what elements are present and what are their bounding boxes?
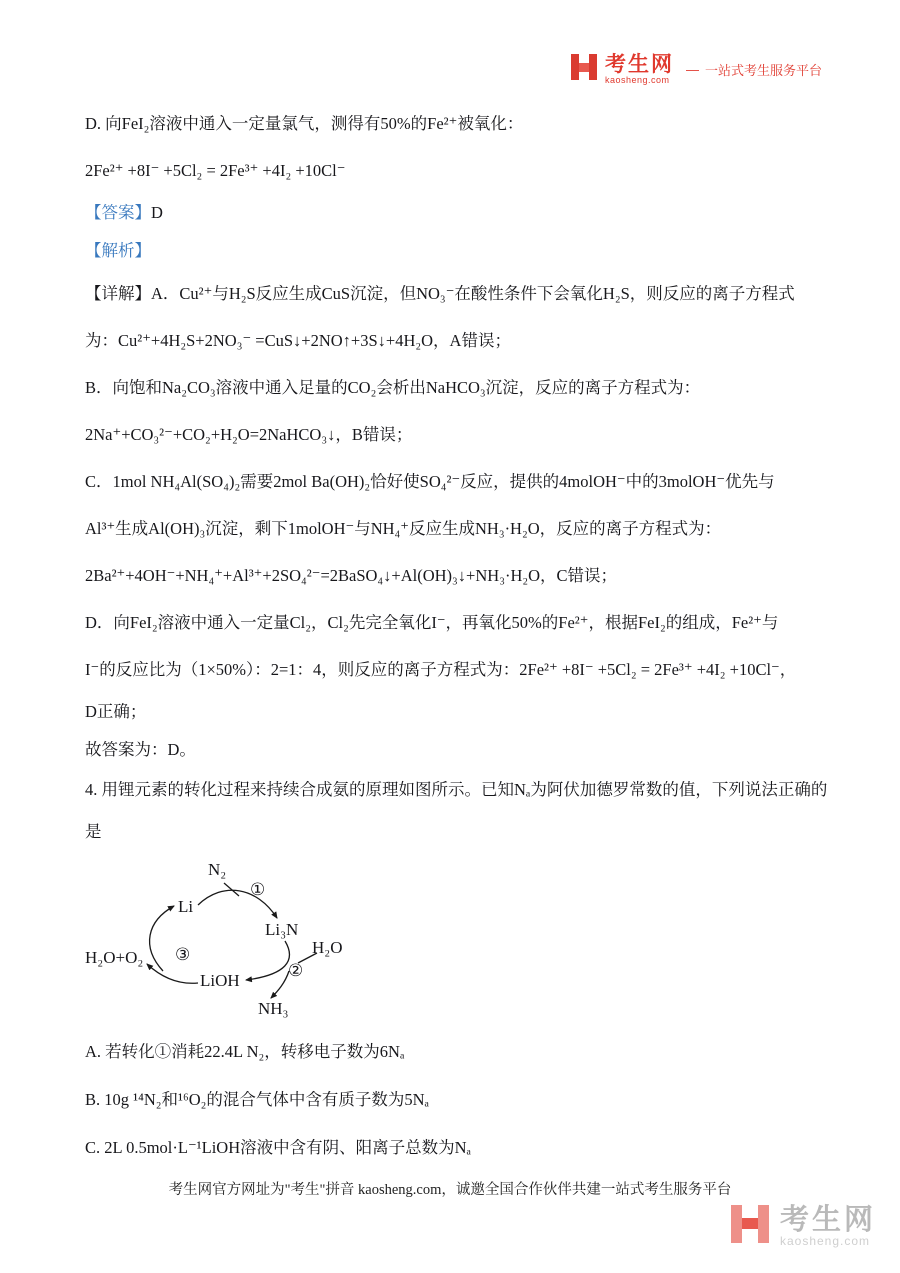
option-b: B. 10g ¹⁴N₂和¹⁶O₂的混合气体中含有质子数为5Nₐ [85, 1090, 430, 1109]
lithium-cycle-diagram [85, 859, 395, 1024]
logo-text-block [605, 54, 674, 85]
label-step-1: ① [250, 880, 266, 899]
document-content [85, 100, 827, 1172]
detail-line: 【详解】A．Cu²⁺与H₂S反应生成CuS沉淀，但NO₃⁻在酸性条件下会氧化H₂S，则反应的离子方程式 [85, 284, 795, 303]
label-step-2: ② [288, 961, 304, 980]
detail-line: D正确； [85, 702, 147, 721]
detail-line: Al³⁺生成Al(OH)₃沉淀，剩下1molOH⁻与NH₄⁺反应生成NH₃·H₂O，反应的离子方程式为： [85, 519, 722, 538]
page-footer-text: 考生网官方网址为"考生"拼音 kaosheng.com，诚邀全国合作伙伴共建一站式考生服务平台 [168, 1182, 732, 1198]
question-4-stem: 4. 用锂元素的转化过程来持续合成氨的原理如图所示。已知Nₐ为阿伏加德罗常数的值，下列说法正确的 [85, 780, 828, 799]
label-lioh: LiOH [200, 971, 240, 990]
analysis-line [85, 232, 827, 270]
detail-line: B．向饱和Na₂CO₃溶液中通入足量的CO₂会析出NaHCO₃沉淀，反应的离子方程式为： [85, 378, 701, 397]
watermark-logo-icon [728, 1202, 772, 1251]
detail-line: 为：Cu²⁺+4H₂S+2NO₃⁻ =CuS↓+2NO↑+3S↓+4H₂O，A错误； [85, 331, 511, 350]
label-h2o-o2: H₂O+O₂ [85, 948, 144, 967]
watermark-logo [728, 1202, 876, 1251]
answer-label: 【答案】 [85, 203, 151, 222]
watermark-text-block [780, 1205, 876, 1248]
logo-dash: — [685, 62, 699, 77]
site-logo-header [569, 52, 822, 87]
detail-line: 2Na⁺+CO₃²⁻+CO₂+H₂O=2NaHCO₃↓，B错误； [85, 425, 413, 444]
label-nh3: NH₃ [258, 999, 289, 1018]
ionic-equation-fe-cl: 2Fe²⁺ +8I⁻ +5Cl₂ = 2Fe³⁺ +4I₂ +10Cl⁻ [85, 161, 346, 180]
option-a: A. 若转化①消耗22.4L N₂，转移电子数为6Nₐ [85, 1042, 405, 1061]
analysis-label: 【解析】 [85, 241, 151, 260]
option-d-statement: D. 向FeI₂溶液中通入一定量氯气，测得有50%的Fe²⁺被氧化： [85, 114, 524, 133]
detail-line: I⁻的反应比为（1×50%）：2=1：4，则反应的离子方程式为：2Fe²⁺ +8I⁻ +5Cl₂ = 2Fe³⁺ +4I₂ +10Cl⁻， [85, 660, 797, 679]
watermark-brand-text: 考生网 [779, 1203, 876, 1236]
watermark-domain-text: kaosheng.com [779, 1234, 871, 1249]
detail-line: 故答案为：D。 [85, 740, 196, 759]
detail-line: 2Ba²⁺+4OH⁻+NH₄⁺+Al³⁺+2SO₄²⁻=2BaSO₄↓+Al(OH)₃↓+NH₃·H₂O，C错误； [85, 566, 618, 585]
kaosheng-logo-icon [569, 52, 599, 87]
logo-brand-text: 考生网 [604, 52, 674, 76]
label-step-3: ③ [175, 945, 191, 964]
answer-value: D [151, 203, 163, 222]
label-n2: N₂ [208, 860, 227, 879]
option-c: C. 2L 0.5mol·L⁻¹LiOH溶液中含有阴、阳离子总数为Nₐ [85, 1138, 472, 1157]
label-li3n: Li₃N [265, 920, 299, 939]
detail-line: D．向FeI₂溶液中通入一定量Cl₂，Cl₂先完全氧化I⁻，再氧化50%的Fe²⁺，根据FeI₂的组成，Fe²⁺与 [85, 613, 779, 632]
label-h2o-in: H₂O [312, 938, 343, 957]
detail-line: C．1mol NH₄Al(SO₄)₂需要2mol Ba(OH)₂恰好使SO₄²⁻反应，提供的4molOH⁻中的3molOH⁻优先与 [85, 472, 775, 491]
question-4-stem-cont: 是 [85, 822, 102, 841]
label-li: Li [178, 897, 194, 916]
cycle-arrows [85, 859, 395, 1024]
logo-domain-text: kaosheng.com [604, 74, 670, 85]
logo-tagline: 一站式考生服务平台 [704, 63, 822, 78]
answer-line [85, 194, 827, 232]
